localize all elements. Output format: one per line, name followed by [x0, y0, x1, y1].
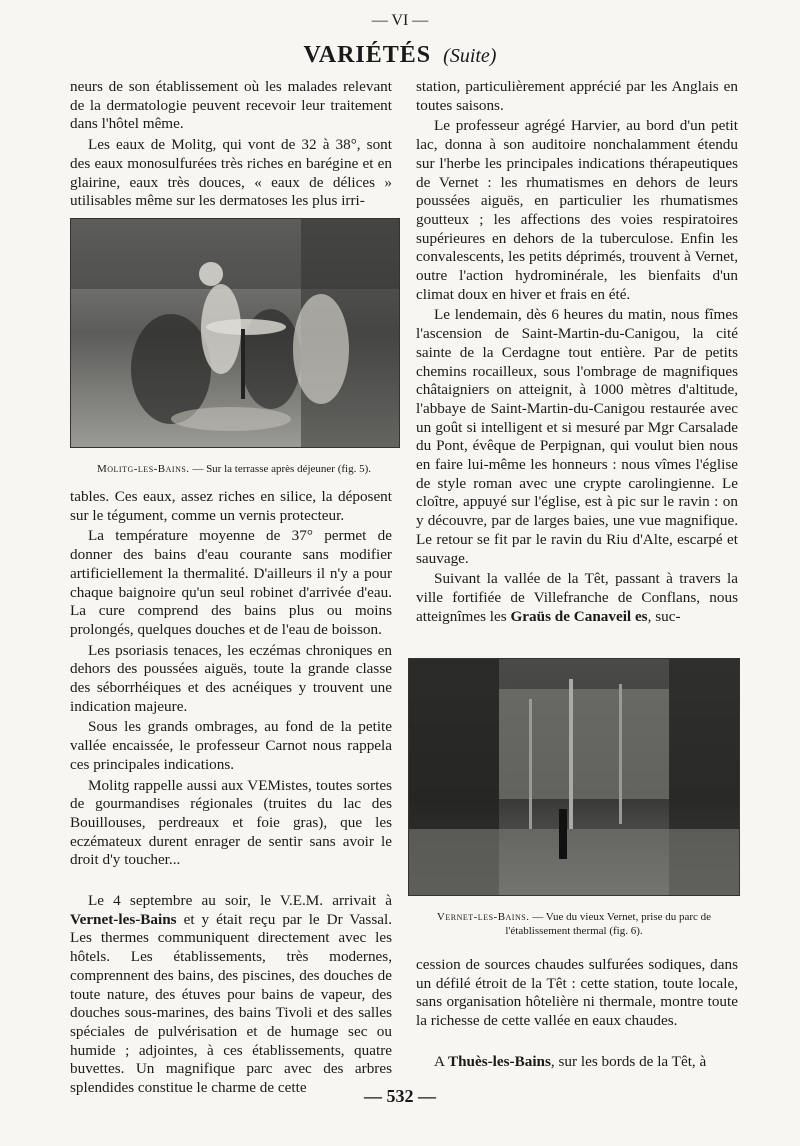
- place-name: Graüs de Canaveil es: [510, 607, 648, 625]
- text-run: A: [434, 1052, 448, 1070]
- paragraph: Les eaux de Molitg, qui vont de 32 à 38°, sont des eaux monosulfurées très riches en barégine et en glairine, eaux très douces, « eaux de délices » utilisables même sur les dermatoses les plus irri-: [70, 136, 392, 210]
- text-run: Le 4 septembre au soir, le V.E.M. arrivait à: [88, 892, 392, 910]
- paragraph: [70, 892, 392, 1098]
- text-run: Suivant la vallée de la Têt, passant à travers la ville fortifiée de Villefranche de Conflans, nous atteignîmes les: [416, 570, 738, 625]
- page-title: [0, 42, 800, 69]
- page-number: — 532 —: [364, 1086, 436, 1106]
- section-number: — VI —: [371, 12, 429, 29]
- paragraph: Sous les grands ombrages, au fond de la petite vallée encaissée, le professeur Carnot nous rappela ces principales indications.: [70, 718, 392, 773]
- text-run: , suc-: [647, 607, 681, 625]
- caption-text: — Vue du vieux Vernet, prise du parc de l'établissement thermal (fig. 6).: [505, 911, 712, 937]
- paragraph: La température moyenne de 37° permet de donner des bains d'eau courante sans modifier artificiellement la thermalité. D'ailleurs il n'y a pour chaque baignoire qu'un seul robinet d'arrivée d'eau. La cure comprend des bains plus ou moins prolongés, quelques douches et de l'eau de boisson.: [70, 527, 392, 638]
- title-subtitle: (Suite): [443, 45, 497, 67]
- title-main: VARIÉTÉS: [303, 42, 432, 68]
- text-run: et y était reçu par le Dr Vassal. Les thermes communiquent directement avec les hôtels. Les établissements, très modernes, comprennent des bains, des piscines, des douches de toute nature, des étuves pour bains de vapeur, des douches sous-marines, des bains Tivoli et des salles spéciales de pulvérisation et de humage sec ou humide ; adjointes, à ces établissements, quatre buvettes. Un magnifique parc avec des arbres splendides constitue le charme de cette: [70, 910, 392, 1097]
- paragraph: station, particulièrement apprécié par les Anglais en toutes saisons.: [416, 78, 738, 114]
- right-column-top: [416, 78, 738, 626]
- right-column-bottom: [416, 956, 738, 1072]
- paragraph: [416, 570, 738, 626]
- caption-place: Molitg-les-Bains.: [96, 463, 190, 475]
- figure5-caption: [70, 462, 398, 476]
- caption-place: Vernet-les-Bains.: [436, 911, 530, 923]
- paragraph: Le professeur agrégé Harvier, au bord d'un petit lac, donna à son auditoire nonchalamment étendu sur l'herbe les principales indications thérapeutiques de Vernet : les rhumatismes en dehors de leurs poussées aiguës, en particulier les rhumatismes goutteux ; les affections des voies respiratoires supérieures en dehors de la tuberculose. Enfin les convalescents, les petits déprimés, trouvent à Vernet, outre l'action hydrominérale, les bienfaits d'un climat doux en hiver et frais en été.: [416, 117, 738, 303]
- place-name: Thuès-les-Bains: [447, 1052, 551, 1070]
- photo-terrace-molitg: [70, 218, 400, 448]
- place-name: Vernet-les-Bains: [70, 910, 177, 928]
- paragraph: Le lendemain, dès 6 heures du matin, nous fîmes l'ascension de Saint-Martin-du-Canigou, la cité sainte de la Cerdagne tout entière. Par de petits chemins rocailleux, sous l'ombrage de magnifiques châtaigniers on atteignit, à 1000 mètres d'altitude, l'abbaye de Saint-Martin-du-Canigou restaurée avec un goût si intelligent et si mesuré par Mgr Carsalade du Pont, évêque de Perpignan, qui voulut bien nous en faire lui-même les honneurs : nous vîmes l'église de style roman avec une crypte carolingienne. Le cloître, appuyé sur l'église, est à pic sur le ravin : on y découvre, par de larges baies, une vue magnifique. Le retour se fit par le ravin du Riu d'Alte, escarpé et sauvage.: [416, 306, 738, 567]
- paragraph: Les psoriasis tenaces, les eczémas chroniques en dehors des poussées aiguës, toute la grande classe des séborrhéiques et des acnéiques y trouvent une indication majeure.: [70, 641, 392, 715]
- caption-text: — Sur la terrasse après déjeuner (fig. 5).: [192, 463, 371, 475]
- paragraph: [416, 1053, 738, 1072]
- paragraph: cession de sources chaudes sulfurées sodiques, dans un défilé étroit de la Têt : cette station, toute locale, sans organisation hôtelière ni thermale, montre toute la richesse de cette vallée en eaux chaudes.: [416, 956, 738, 1030]
- paragraph: Molitg rappelle aussi aux VEMistes, toutes sortes de gourmandises régionales (truites du lac des Bouillouses, perdreaux et foie gras), que les eczémateux durent enrager de sentir sans avoir le droit d'y toucher...: [70, 776, 392, 869]
- paragraph: tables. Ces eaux, assez riches en silice, la déposent sur le tégument, comme un vernis protecteur.: [70, 488, 392, 524]
- text-run: , sur les bords de la Têt, à: [550, 1052, 707, 1070]
- left-column-bottom: [70, 488, 392, 1098]
- left-column-top: [70, 78, 392, 211]
- figure6-caption: [404, 910, 744, 938]
- photo-vieux-vernet: [408, 658, 740, 896]
- paragraph: neurs de son établissement où les malades relevant de la dermatologie peuvent recevoir leur traitement dans l'hôtel même.: [70, 78, 392, 133]
